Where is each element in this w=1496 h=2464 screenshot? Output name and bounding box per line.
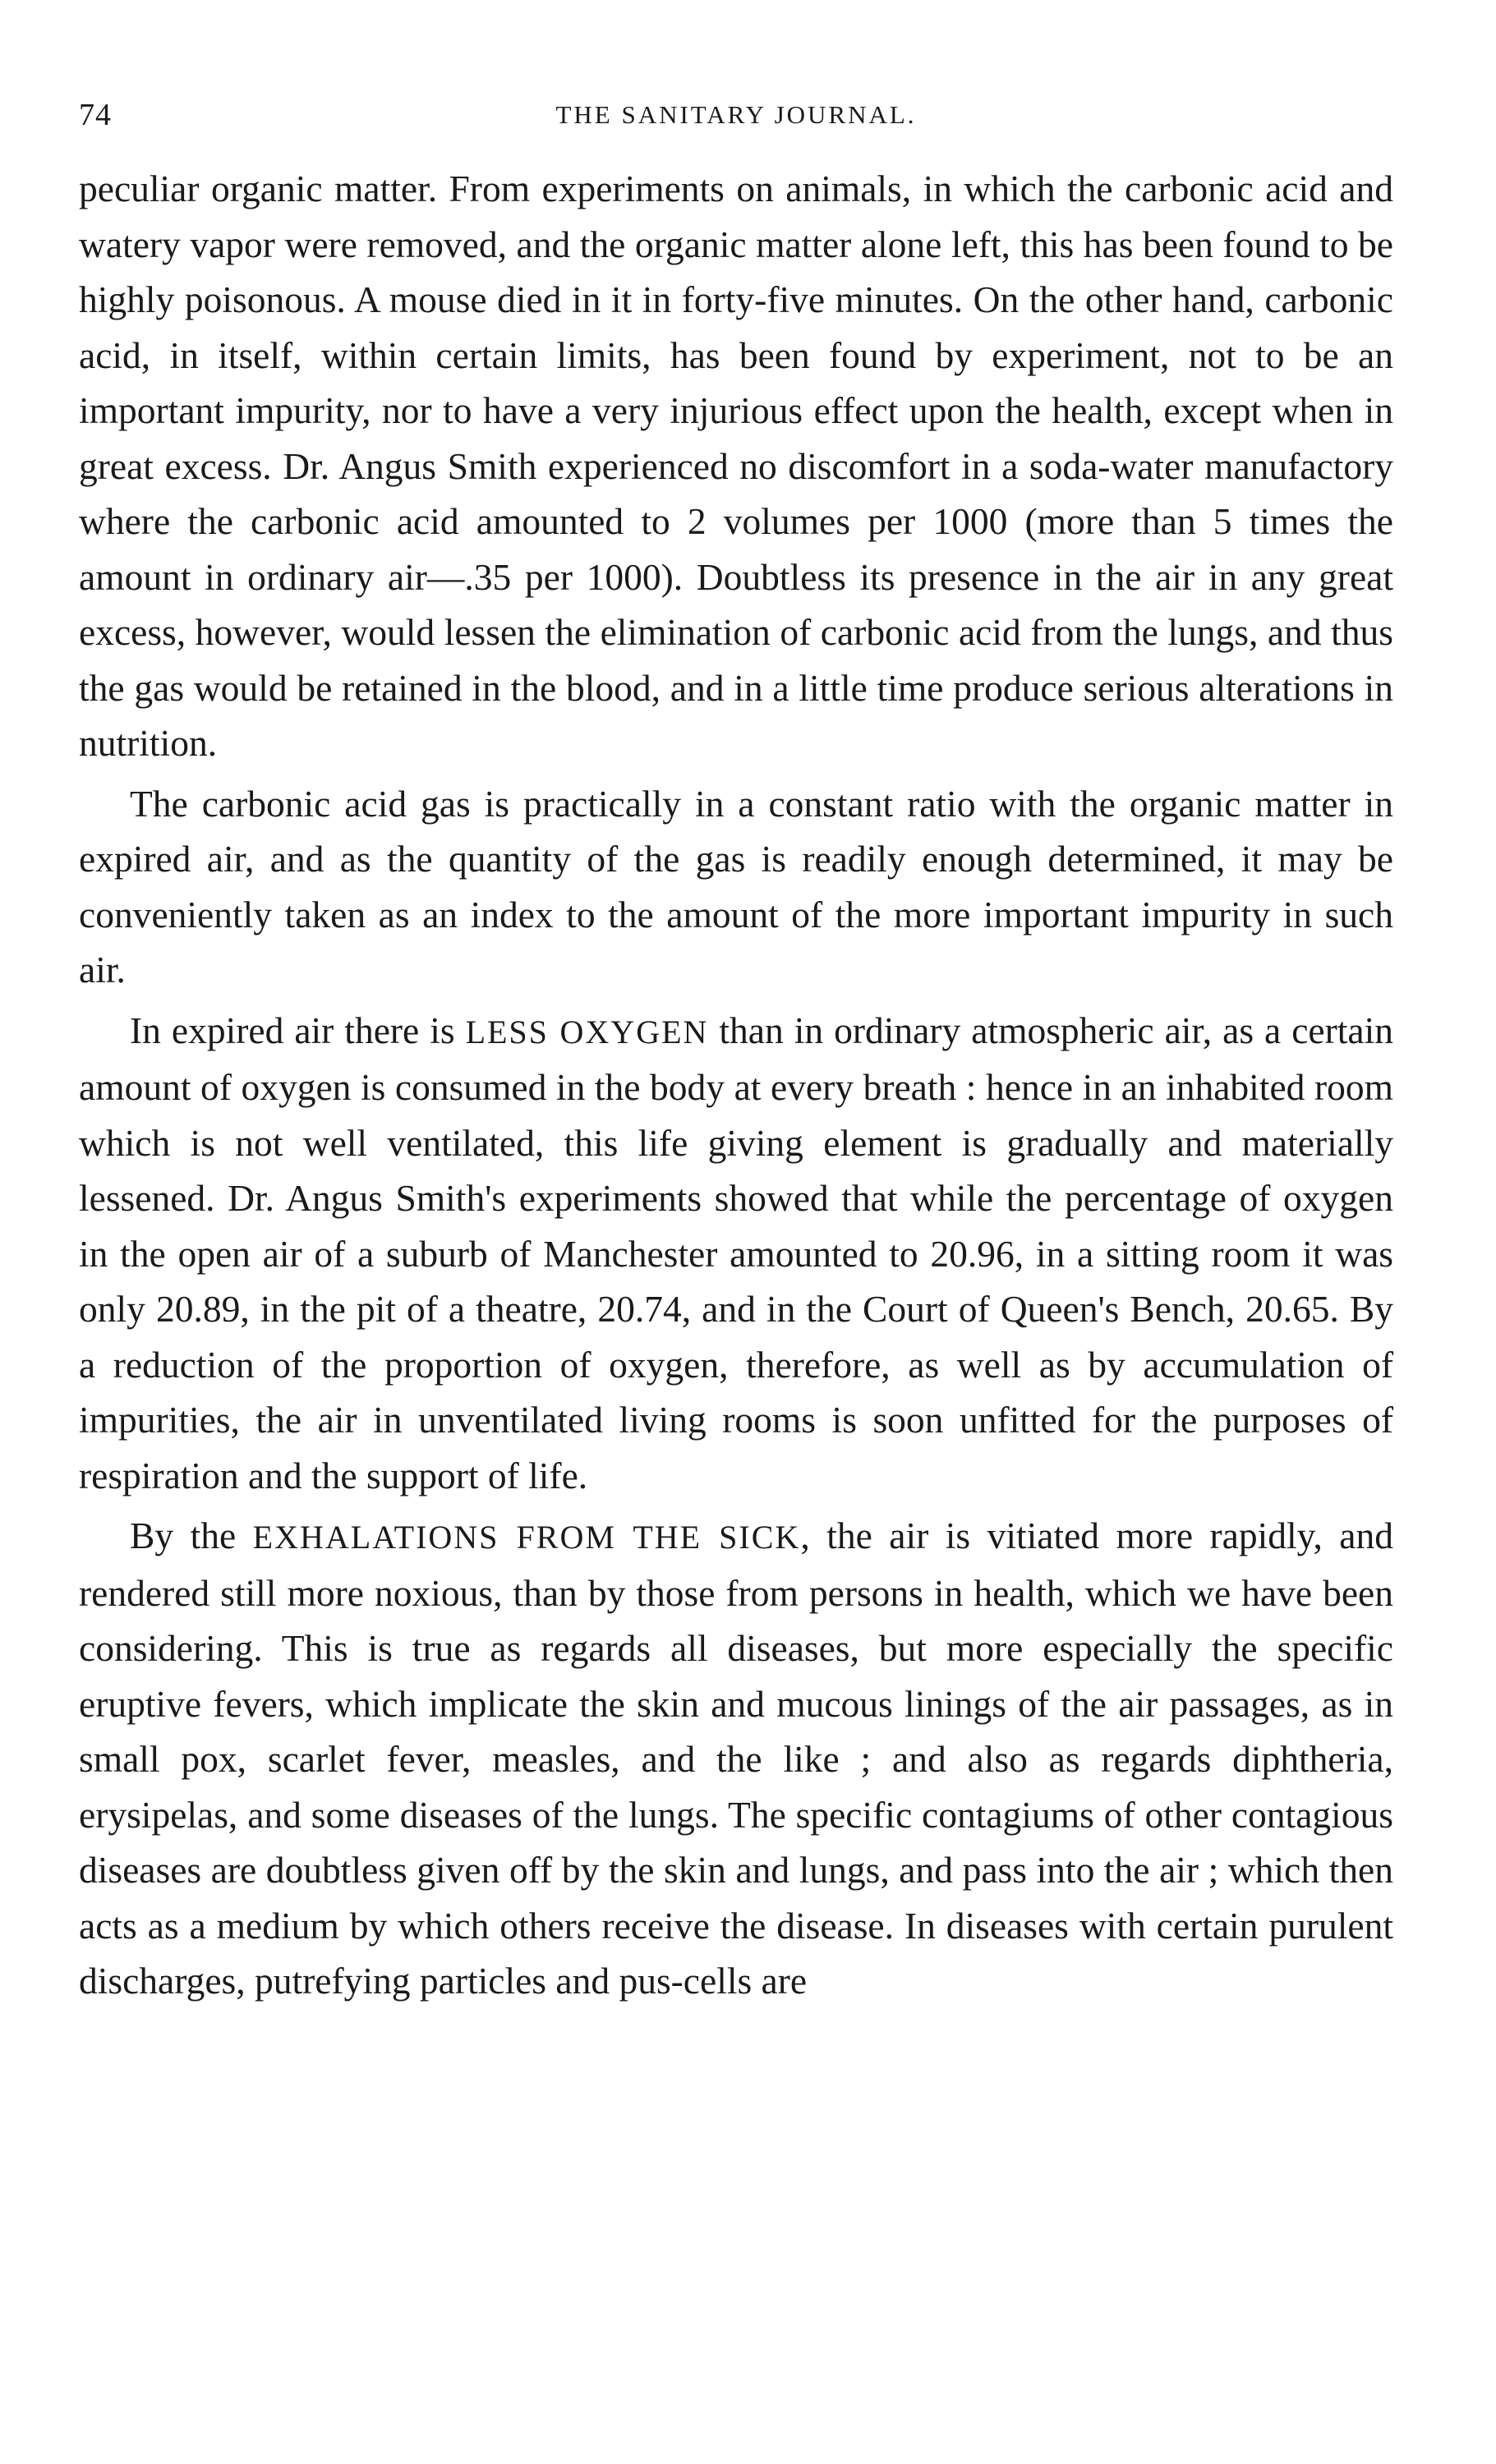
paragraph-lead-in: By the [130, 1515, 253, 1556]
page-header [79, 97, 1393, 146]
paragraph-lead-in: In expired air there is [130, 1009, 466, 1051]
small-caps-term: LESS OXYGEN [465, 1013, 709, 1050]
paragraph-body: than in ordinary atmospheric air, as a certain amount of oxygen is consumed in the body at every breath : hence in an inhabited room which is not well ventilated, this life giving element is gradually and materially lessened. Dr. Angus Smith's experiments showed that while the percentage of oxygen in the open air of a suburb of Manchester amounted to 20.96, in a sitting room it was only 20.89, in the pit of a theatre, 20.74, and in the Court of Queen's Bench, 20.65. By a reduction of the proportion of oxygen, therefore, as well as by accumulation of impurities, the air in unventilated living rooms is soon unfitted for the purposes of respiration and the support of life. [79, 1009, 1393, 1496]
paragraph-exhalations-sick [79, 1508, 1393, 2009]
paragraph-carbonic-ratio: The carbonic acid gas is practically in a constant ratio with the organic matter in expired air, and as the quantity of the gas is readily enough determined, it may be conveniently taken as an index to the amount of the more important impurity in such air. [79, 782, 1393, 991]
paragraph-less-oxygen [79, 1003, 1393, 1504]
book-page [79, 97, 1393, 2009]
running-title: THE SANITARY JOURNAL. [555, 100, 917, 129]
paragraph-body: , the air is vitiated more rapidly, and rendered still more noxious, than by those from persons in health, which we have been considering. This is true as regards all diseases, but more especially the specific eruptive fevers, which implicate the skin and mucous linings of the air passages, as in small pox, scarlet fever, measles, and the like ; and also as regards diphtheria, erysipelas, and some diseases of the lungs. The specific contagiums of other contagious diseases are doubtless given off by the skin and lungs, and pass into the air ; which then acts as a medium by which others receive the disease. In diseases with certain purulent discharges, putrefying particles and pus-cells are [79, 1515, 1394, 2002]
small-caps-term: EXHALATIONS FROM THE SICK [252, 1519, 801, 1556]
paragraph-continued: peculiar organic matter. From experiments on animals, in which the carbonic acid and watery vapor were removed, and the organic matter alone left, this has been found to be highly poisonous. A mouse died in it in forty-five minutes. On the other hand, carbonic acid, in itself, within certain limits, has been found by experiment, not to be an important impurity, nor to have a very injurious effect upon the health, except when in great excess. Dr. Angus Smith experienced no discomfort in a soda-water manufactory where the carbonic acid amounted to 2 volumes per 1000 (more than 5 times the amount in ordinary air—.35 per 1000). Doubtless its presence in the air in any great excess, however, would lessen the elimination of carbonic acid from the lungs, and thus the gas would be retained in the blood, and in a little time produce serious alterations in nutrition. [79, 168, 1393, 764]
page-number: 74 [79, 98, 112, 132]
